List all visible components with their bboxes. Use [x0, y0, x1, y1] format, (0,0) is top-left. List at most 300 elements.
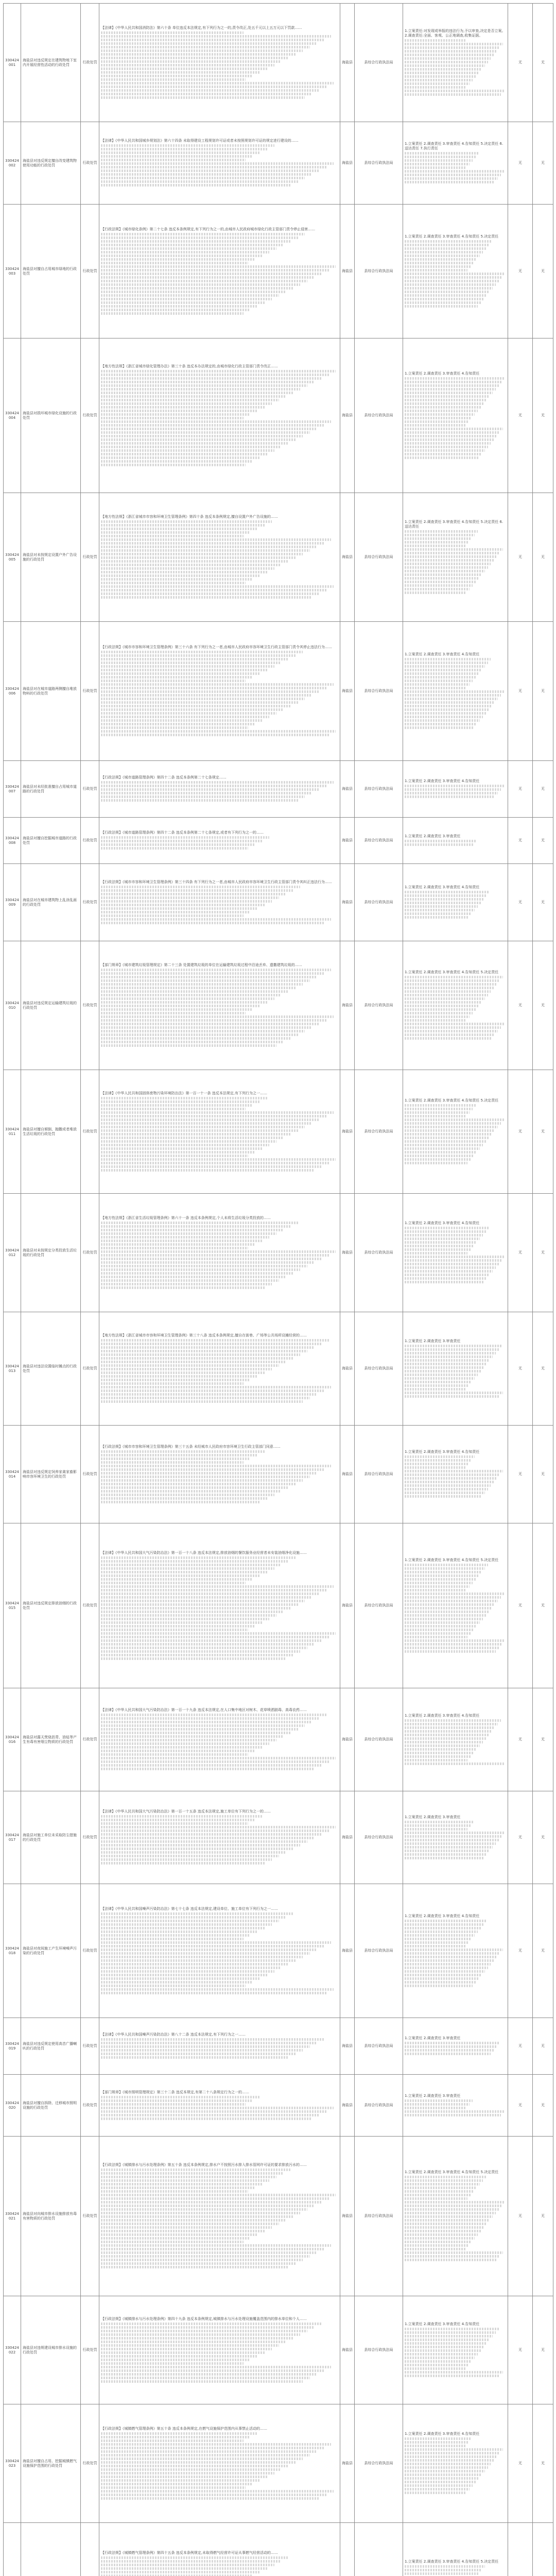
item-title-cell-text: 海盐县对施工单位未采取防尘措施的行政处罚 [23, 1833, 77, 1842]
note-cell [533, 2018, 553, 2075]
status-cell-text: 无 [518, 413, 522, 417]
item-type-cell-text: 行政处罚 [82, 1603, 97, 1607]
faded-text-line [101, 93, 312, 95]
faded-text-line [101, 273, 322, 275]
faded-text-line [101, 698, 305, 700]
legal-basis-cell [99, 122, 340, 205]
faded-text-line [405, 1744, 480, 1747]
faded-text-line [101, 2479, 260, 2482]
legal-basis-cell-text: 【行政法规】《城市市容和环境卫生管理条例》第三十四条 有下列行为之一者,由城市人民政府市容环境卫生行政主管部门责令其纠正违法行为…… [101, 879, 332, 884]
faded-text-line [405, 683, 470, 686]
status-cell-text: 无 [518, 1129, 522, 1133]
department-cell-text: 县综合行政执法局 [364, 2103, 393, 2107]
item-type-cell [81, 2523, 99, 2576]
faded-text-line [101, 78, 246, 81]
table-row [4, 205, 553, 338]
faded-text-line [405, 719, 480, 722]
faded-text-line [101, 1819, 255, 1821]
faded-text-line [405, 1956, 497, 1958]
faded-text-line [405, 994, 488, 996]
responsibility-cell [403, 1884, 508, 2018]
faded-text-line [101, 57, 288, 59]
responsibility-cell [403, 2018, 508, 2075]
legal-basis-cell-text: 【行政法规】《城市绿化条例》第二十七条 违反本条例规定,有下列行为之一的,由城市人民政府城市绿化行政主管部门责令停止侵害…… [101, 227, 316, 231]
faded-text-line [101, 1100, 260, 1103]
item-type-cell-text: 行政处罚 [82, 555, 97, 559]
faded-text-line [405, 566, 488, 569]
faded-text-line [405, 1133, 492, 1136]
faded-text-line [405, 2176, 486, 2178]
faded-text-line [101, 701, 298, 704]
item-type-cell [81, 1884, 99, 2018]
status-cell-text: 无 [518, 1366, 522, 1370]
faded-text-line [405, 723, 477, 725]
faded-text-line [101, 1822, 248, 1825]
faded-text-line [101, 1959, 296, 1962]
row-number-cell [4, 1426, 21, 1523]
faded-text-line [405, 898, 484, 901]
faded-text-line [405, 1008, 476, 1011]
faded-text-line [101, 2201, 322, 2204]
agency-cell-text: 海盐县 [342, 787, 353, 791]
faded-text-line [101, 1560, 288, 1563]
faded-text-line [405, 442, 491, 445]
faded-text-line [405, 1614, 486, 1617]
table-row [4, 1791, 553, 1884]
item-title-cell [21, 2137, 81, 2296]
department-cell [355, 1688, 403, 1791]
faded-text-line [101, 1618, 269, 1620]
row-number-cell [4, 1523, 21, 1688]
faded-text-line [101, 2107, 334, 2109]
faded-text-line [101, 1129, 298, 1132]
faded-text-line [101, 1450, 265, 1453]
faded-text-line [101, 2230, 265, 2232]
faded-text-line [405, 559, 494, 562]
faded-text-line [405, 1726, 495, 1729]
faded-text-line [405, 591, 466, 594]
item-type-cell [81, 622, 99, 761]
agency-cell-text: 海盐县 [342, 555, 353, 559]
faded-text-line [101, 997, 274, 1000]
item-table [3, 3, 553, 2576]
faded-text-line [405, 90, 504, 92]
faded-text-line [405, 1585, 470, 1588]
faded-text-line [405, 1256, 505, 1258]
faded-text-line [405, 273, 505, 275]
faded-text-line [405, 1238, 480, 1240]
department-cell [355, 1426, 403, 1523]
faded-text-line [405, 1752, 474, 1754]
faded-text-line [101, 694, 312, 697]
department-cell [355, 1791, 403, 1884]
faded-text-line [101, 893, 286, 895]
faded-text-line [405, 1115, 466, 1117]
agency-cell-text: 海盐县 [342, 900, 353, 904]
faded-text-line [101, 922, 324, 924]
agency-cell-text: 海盐县 [342, 1948, 353, 1953]
faded-text-line [101, 2468, 281, 2471]
faded-text-line [405, 1719, 501, 1722]
faded-text-line [405, 456, 479, 459]
faded-text-line [405, 166, 466, 169]
faded-text-line [405, 1977, 479, 1980]
faded-text-line [101, 1858, 272, 1861]
faded-text-line [405, 399, 487, 401]
faded-text-line [405, 1118, 504, 1121]
faded-text-line [405, 840, 477, 842]
item-title-cell-text: 海盐县对夜间施工产生环境噪声污染的行政处罚 [23, 1946, 77, 1955]
faded-text-line [405, 276, 502, 279]
row-number-cell-text: 330424002 [5, 158, 19, 167]
faded-text-line [405, 1144, 483, 1146]
responsibility-cell-text: 1.立案责任 2.调查责任 3.审查责任 4.告知责任 [405, 2432, 480, 2436]
note-cell [533, 622, 553, 761]
faded-text-line [405, 1582, 473, 1584]
faded-text-line [101, 1015, 334, 1018]
agency-cell [340, 2296, 355, 2404]
faded-text-line [101, 843, 255, 846]
faded-text-line [101, 2262, 296, 2265]
faded-text-line [101, 723, 255, 725]
faded-text-line [101, 567, 274, 570]
faded-text-line [101, 788, 319, 791]
legal-basis-cell-text: 【法律】《中华人民共和国噪声污染防治法》第七十七条 违反本法规定,建设单位、施工单位有下列行为之一…… [101, 1906, 278, 1911]
legal-basis-cell-text: 【地方性法规】《浙江省城市市容和环境卫生管理条例》第四十条 违反本条例规定,擅自设置户外广告设施的…… [101, 515, 278, 519]
faded-text-line [101, 2556, 288, 2559]
status-cell [508, 864, 533, 941]
status-cell [508, 122, 533, 205]
faded-text-line [101, 71, 260, 74]
faded-text-line [101, 2341, 286, 2343]
faded-text-line [101, 1844, 300, 1846]
faded-text-line [101, 1155, 248, 1157]
agency-cell [340, 2018, 355, 2075]
faded-text-line [405, 2353, 478, 2355]
responsibility-cell [403, 1194, 508, 1312]
item-title-cell [21, 864, 81, 941]
legal-basis-cell-text: 【行政法规】《城市市容和环境卫生管理条例》第三十五条 未经城市人民政府市容环境卫生行政主管部门同意…… [101, 1444, 281, 1449]
faded-text-line [405, 2042, 500, 2044]
item-type-cell [81, 818, 99, 864]
faded-text-line [405, 676, 476, 679]
agency-cell [340, 1194, 355, 1312]
item-title-cell-text: 海盐县对未经批准擅自占用城市道路的行政处罚 [23, 784, 77, 793]
faded-text-line [405, 2572, 479, 2575]
faded-text-line [405, 581, 476, 583]
faded-text-line [101, 2172, 284, 2175]
faded-text-line [101, 1111, 334, 1114]
faded-text-line [405, 2346, 484, 2348]
faded-text-line [405, 2448, 503, 2451]
faded-text-line [101, 2179, 269, 2182]
item-title-cell-text: 海盐县对未按规定设置户外广告设施的行政处罚 [23, 552, 77, 562]
item-type-cell-text: 行政处罚 [82, 1250, 97, 1255]
faded-text-line [405, 1639, 505, 1642]
row-number-cell-text: 330424016 [5, 1735, 19, 1744]
responsibility-cell-text: 1.立案责任 2.调查责任 3.审查责任 4.告知责任 5.决定责任 [405, 1557, 499, 1562]
row-number-cell-text: 330424012 [5, 1248, 19, 1257]
faded-text-line [101, 2377, 310, 2379]
faded-text-line [101, 1261, 315, 1264]
faded-text-line [101, 173, 312, 176]
legal-basis-cell-text: 【地方性法规】《浙江省城市绿化管理办法》第三十条 违反本办法规定的,由城市绿化行政主管部门责令改正…… [101, 364, 278, 368]
row-number-cell-text: 330424009 [5, 897, 19, 907]
note-cell-text: 无 [541, 2348, 545, 2352]
table-row [4, 1194, 553, 1312]
item-title-cell-text: 海盐县对违反规定擅自改变建筑物使用功能的行政处罚 [23, 158, 77, 167]
faded-text-line [405, 406, 481, 409]
faded-text-line [101, 49, 303, 52]
faded-text-line [405, 1263, 499, 1265]
faded-text-line [405, 2103, 470, 2106]
item-type-cell [81, 2404, 99, 2523]
faded-text-line [405, 1230, 486, 1233]
faded-text-line [101, 2096, 260, 2098]
faded-text-line [405, 577, 479, 580]
responsibility-cell [403, 2296, 508, 2404]
agency-cell [340, 122, 355, 205]
faded-text-line [405, 1571, 482, 1573]
status-cell [508, 4, 533, 122]
faded-text-line [101, 1974, 267, 1976]
responsibility-cell-text: 1.立案责任 2.调查责任 3.审查责任 4.告知责任 5.决定责任 [405, 1098, 499, 1103]
responsibility-cell [403, 122, 508, 205]
faded-text-line [405, 2230, 481, 2232]
responsibility-cell [403, 761, 508, 818]
legal-basis-cell-text: 【地方性法规】《浙江省生活垃圾管理条例》第六十一条 违反本条例规定,个人未将生活垃圾分类投放的…… [101, 1215, 271, 1220]
faded-text-line [405, 2190, 474, 2193]
faded-text-line [101, 1582, 246, 1584]
faded-text-line [405, 891, 490, 893]
faded-text-line [101, 2351, 265, 2354]
faded-text-line [101, 556, 296, 559]
table-row [4, 622, 553, 761]
faded-text-line [101, 2103, 246, 2106]
legal-basis-cell-text: 【行政法规】《城市道路管理条例》第四十二条 违反本条例第二十七条规定…… [101, 775, 227, 779]
row-number-cell-text: 330424014 [5, 1469, 19, 1479]
faded-text-line [405, 1934, 475, 1937]
faded-text-line [405, 2197, 467, 2200]
faded-text-line [101, 2366, 331, 2368]
faded-text-line [101, 1750, 255, 1752]
table-row [4, 1312, 553, 1426]
item-title-cell [21, 1312, 81, 1426]
department-cell-text: 县综合行政执法局 [364, 555, 393, 559]
note-cell [533, 493, 553, 622]
responsibility-cell-text: 1.立案责任 2.调查责任 3.审查责任 4.告知责任 [405, 371, 480, 376]
faded-text-line [101, 1934, 250, 1937]
status-cell-text: 无 [518, 1603, 522, 1607]
item-title-cell [21, 1791, 81, 1884]
faded-text-line [101, 255, 262, 257]
faded-text-line [101, 1468, 324, 1471]
faded-text-line [101, 2362, 244, 2365]
faded-text-line [101, 2373, 317, 2376]
faded-text-line [101, 1592, 319, 1595]
faded-text-line [101, 687, 326, 689]
faded-text-line [101, 2443, 331, 2446]
faded-text-line [101, 1386, 331, 1388]
item-title-cell [21, 2018, 81, 2075]
legal-basis-cell [99, 1523, 340, 1688]
department-cell-text: 县综合行政执法局 [364, 2348, 393, 2352]
faded-text-line [101, 2212, 300, 2214]
faded-text-line [101, 2053, 296, 2055]
faded-text-line [101, 1647, 307, 1649]
faded-text-line [405, 1122, 501, 1125]
faded-text-line [101, 1158, 336, 1161]
status-cell [508, 1194, 533, 1312]
faded-text-line [101, 1393, 317, 1396]
faded-text-line [405, 2488, 470, 2490]
faded-text-line [405, 57, 491, 60]
faded-text-line [405, 2208, 499, 2211]
faded-text-line [101, 1472, 317, 1475]
faded-text-line [405, 428, 503, 430]
department-cell [355, 1312, 403, 1426]
faded-text-line [405, 1492, 485, 1494]
faded-text-line [101, 1458, 250, 1460]
faded-text-line [101, 1097, 267, 1099]
row-number-cell-text: 330424018 [5, 1946, 19, 1955]
faded-text-line [101, 1927, 265, 1929]
responsibility-cell [403, 338, 508, 493]
faded-text-line [405, 1388, 465, 1391]
faded-text-line [405, 1363, 487, 1365]
faded-text-line [405, 1129, 495, 1132]
faded-text-line [405, 1923, 484, 1926]
faded-text-line [101, 276, 315, 279]
row-number-cell-text: 330424021 [5, 2211, 19, 2221]
faded-text-line [101, 258, 255, 261]
legal-basis-cell [99, 818, 340, 864]
faded-text-line [101, 795, 305, 798]
faded-text-line [101, 2233, 257, 2236]
legal-basis-cell [99, 941, 340, 1070]
faded-text-line [405, 240, 492, 243]
faded-text-line [101, 1353, 300, 1356]
item-title-cell-text: 海盐县对违规建设城市排水设施的行政处罚 [23, 2345, 77, 2354]
agency-cell [340, 1523, 355, 1688]
agency-cell-text: 海盐县 [342, 161, 353, 165]
faded-text-line [405, 294, 487, 297]
faded-text-line [405, 2492, 466, 2494]
faded-text-line [101, 180, 298, 183]
legal-basis-cell-text: 【地方性法规】《浙江省城市市容和环境卫生管理条例》第三十八条 违反本条例规定,擅自在街巷、广场等公共场所设摊经营的…… [101, 1333, 307, 1337]
faded-text-line [101, 1357, 293, 1360]
responsibility-cell [403, 1070, 508, 1194]
faded-text-line [405, 247, 486, 250]
faded-text-line [405, 2226, 484, 2229]
faded-text-line [101, 1757, 336, 1759]
note-cell [533, 122, 553, 205]
faded-text-line [405, 392, 493, 394]
faded-text-line [101, 449, 274, 452]
note-cell-text: 无 [541, 413, 545, 417]
status-cell [508, 1884, 533, 2018]
agency-cell-text: 海盐县 [342, 2461, 353, 2465]
faded-text-line [101, 994, 281, 996]
faded-text-line [101, 424, 324, 427]
faded-text-line [405, 255, 480, 257]
faded-text-line [101, 976, 317, 978]
faded-text-line [405, 705, 492, 707]
row-number-cell-text: 330424017 [5, 1833, 19, 1842]
department-cell [355, 2018, 403, 2075]
faded-text-line [101, 1346, 315, 1349]
legal-basis-cell-text: 【行政法规】《城市市容和环境卫生管理条例》第三十六条 有下列行为之一者,由城市人民政府市容环境卫生行政主管部门责令其停止违法行为…… [101, 645, 332, 649]
note-cell [533, 2137, 553, 2296]
row-number-cell-text: 330424006 [5, 686, 19, 696]
row-number-cell-text: 330424005 [5, 552, 19, 562]
agency-cell-text: 海盐县 [342, 1250, 353, 1255]
faded-text-line [101, 280, 307, 282]
item-title-cell [21, 122, 81, 205]
faded-text-line [101, 1603, 298, 1606]
note-cell [533, 761, 553, 818]
faded-text-line [405, 1248, 471, 1251]
item-type-cell [81, 338, 99, 493]
faded-text-line [101, 549, 310, 552]
faded-text-line [101, 1833, 322, 1836]
status-cell [508, 338, 533, 493]
faded-text-line [101, 456, 260, 459]
faded-text-line [405, 61, 488, 63]
item-type-cell [81, 205, 99, 338]
item-type-cell [81, 2137, 99, 2296]
faded-text-line [405, 795, 495, 798]
faded-text-line [101, 399, 279, 401]
row-number-cell [4, 761, 21, 818]
responsibility-cell [403, 1523, 508, 1688]
note-cell [533, 1426, 553, 1523]
department-cell-text: 县综合行政执法局 [364, 900, 393, 904]
status-cell [508, 941, 533, 1070]
note-cell [533, 818, 553, 864]
agency-cell [340, 2523, 355, 2576]
legal-basis-cell-text: 【行政法规】《城镇排水与污水处理条例》第四十九条 违反本条例规定,城镇排水与污水处理设施覆盖范围内的排水单位和个人…… [101, 2316, 307, 2321]
item-type-cell [81, 1070, 99, 1194]
faded-text-line [101, 1104, 253, 1107]
department-cell-text: 县综合行政执法局 [364, 1366, 393, 1370]
item-title-cell [21, 1426, 81, 1523]
status-cell [508, 1070, 533, 1194]
responsibility-cell [403, 1688, 508, 1791]
responsibility-cell [403, 864, 508, 941]
faded-text-line [405, 2107, 466, 2109]
item-type-cell [81, 1426, 99, 1523]
faded-text-line [405, 555, 497, 558]
agency-cell-text: 海盐县 [342, 1366, 353, 1370]
faded-text-line [101, 1229, 284, 1231]
faded-text-line [101, 177, 305, 179]
row-number-cell-text: 330424013 [5, 1364, 19, 1373]
department-cell [355, 864, 403, 941]
faded-text-line [405, 1158, 471, 1161]
faded-text-line [405, 435, 497, 437]
table-row [4, 1070, 553, 1194]
faded-text-line [101, 1589, 326, 1591]
agency-cell-text: 海盐县 [342, 2348, 353, 2352]
item-title-cell-text: 海盐县对擅自占用城市绿地的行政处罚 [23, 266, 77, 276]
faded-text-line [101, 1026, 312, 1029]
faded-text-line [101, 2197, 329, 2200]
faded-text-line [405, 983, 497, 986]
faded-text-line [101, 148, 267, 150]
row-number-cell [4, 2018, 21, 2075]
faded-text-line [405, 2455, 497, 2458]
